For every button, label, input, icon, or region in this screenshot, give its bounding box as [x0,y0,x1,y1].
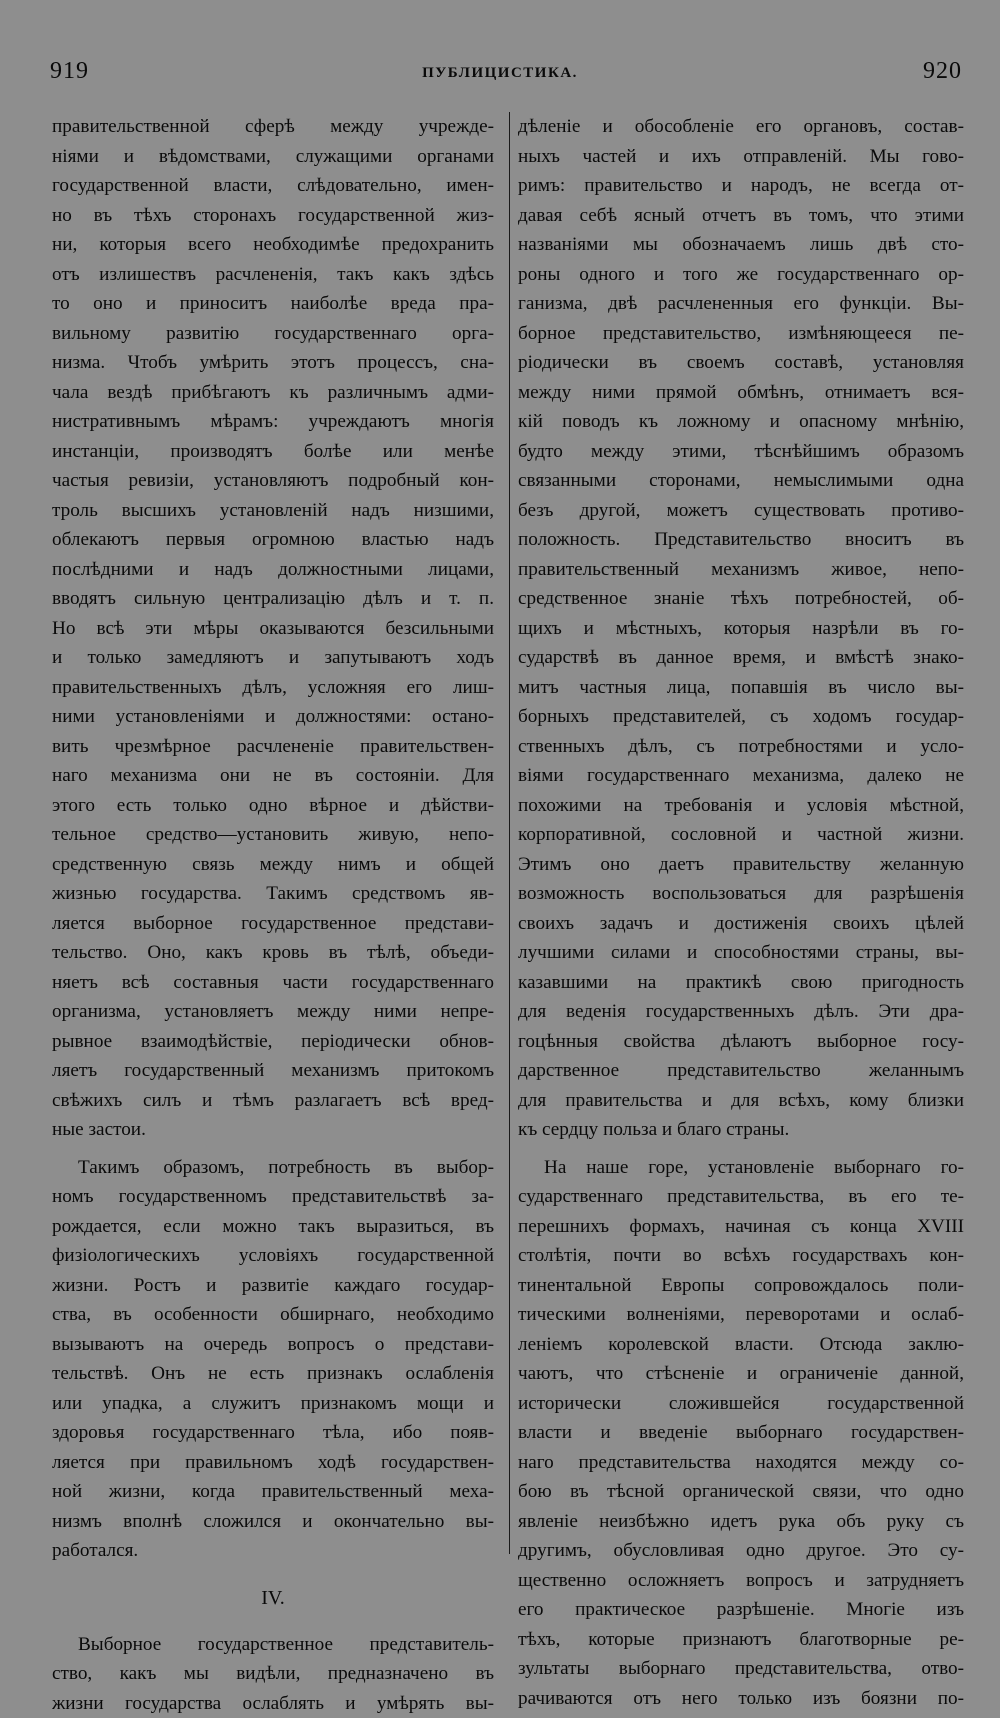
text-line: вводятъ сильную централизацію дѣлъ и т. п. [52,584,494,614]
text-line: другимъ, обусловливая одно другое. Это су- [518,1536,964,1566]
text-line: средственное знаніе тѣхъ потребностей, об- [518,584,964,614]
text-line: ними установленіями и должностями: остано- [52,702,494,732]
text-line: борное представительство, измѣняющееся пе- [518,319,964,349]
text-line: номъ государственномъ представительствѣ за- [52,1182,494,1212]
text-line: средственную связь между нимъ и общей [52,850,494,880]
text-line: физіологическихъ условіяхъ государственной [52,1241,494,1271]
text-line: вить чрезмѣрное расчлененіе правительствен- [52,732,494,762]
text-line: частыя ревизіи, установляютъ подробный кон- [52,466,494,496]
text-line: чала вездѣ прибѣгаютъ къ различнымъ адми- [52,378,494,408]
text-line: дѣленіе и обособленіе его органовъ, состав- [518,112,964,142]
text-line: щихъ и мѣстныхъ, которыя назрѣли въ го- [518,614,964,644]
left-column [52,112,494,1718]
text-line: наго механизма они не въ состояніи. Для [52,761,494,791]
text-line: ные застои. [52,1115,494,1145]
left-paragraph-1 [52,112,494,1145]
text-line: своихъ задачъ и достиженія своихъ цѣлей [518,909,964,939]
text-line: возможность воспользоваться для разрѣшенія [518,879,964,909]
text-line: правительственныхъ дѣлъ, усложняя его лиш- [52,673,494,703]
text-line: связанными сторонами, немыслимыми одна [518,466,964,496]
text-line: тѣхъ, которые признаютъ благотворные ре- [518,1625,964,1655]
column-divider [509,112,510,1554]
paragraph-gap [52,1145,494,1153]
text-line: нистративнымъ мѣрамъ: учреждаютъ многія [52,407,494,437]
right-paragraph-1 [518,112,964,1145]
text-line: рачиваются отъ него только изъ боязни по- [518,1684,964,1714]
text-line: жизни государства ослаблять и умѣрять вы- [52,1689,494,1718]
running-title: ПУБЛИЦИСТИКА. [0,61,1000,85]
text-line: дарственное представительство желаннымъ [518,1056,964,1086]
text-line: перешнихъ формахъ, начиная съ конца XVIII [518,1212,964,1242]
text-line: ляется выборное государственное представи- [52,909,494,939]
text-line: ства, въ особенности обширнаго, необходимо [52,1300,494,1330]
right-paragraph-2 [518,1153,964,1714]
text-line: для веденія государственныхъ дѣлъ. Эти дра- [518,997,964,1027]
text-line: къ сердцу польза и благо страны. [518,1115,964,1145]
text-line: жизнью государства. Такимъ средствомъ яв- [52,879,494,909]
text-line: ляетъ государственный механизмъ притокомъ [52,1056,494,1086]
text-line: гоцѣнныя свойства дѣлаютъ выборное госу- [518,1027,964,1057]
left-paragraph-2 [52,1153,494,1566]
text-line: ныхъ частей и ихъ отправленій. Мы гово- [518,142,964,172]
text-line: митъ частныя лица, попавшія въ число вы- [518,673,964,703]
text-line: троль высшихъ установленій надъ низшими, [52,496,494,526]
text-line: давая себѣ ясный отчетъ въ томъ, что этими [518,201,964,231]
text-line: вильному развитію государственнаго орга- [52,319,494,349]
text-line: ніями и вѣдомствами, служащими органами [52,142,494,172]
text-line: Выборное государственное представитель- [52,1630,494,1660]
left-paragraph-3 [52,1630,494,1718]
text-line: тельствѣ. Онъ не есть признакъ ослабленія [52,1359,494,1389]
text-line: государственной власти, слѣдовательно, имен- [52,171,494,201]
text-line: его практическое разрѣшеніе. Многіе изъ [518,1595,964,1625]
text-line: На наше горе, установленіе выборнаго го- [518,1153,964,1183]
text-line: роны одного и того же государственнаго ор- [518,260,964,290]
text-line: этого есть только одно вѣрное и дѣйстви- [52,791,494,821]
text-line: явленіе неизбѣжно идетъ рука объ руку съ [518,1507,964,1537]
text-line: сударствѣ въ данное время, и вмѣстѣ знако- [518,643,964,673]
text-line: зультаты выборнаго представительства, отво- [518,1654,964,1684]
text-line: или упадка, а служитъ признакомъ мощи и [52,1389,494,1419]
text-line: корпоративной, сословной и частной жизни. [518,820,964,850]
text-line: отъ излишествъ расчлененія, такъ какъ здѣсь [52,260,494,290]
text-line: ной жизни, когда правительственный меха- [52,1477,494,1507]
text-line: столѣтія, почти во всѣхъ государствахъ кон- [518,1241,964,1271]
text-line: то оно и приноситъ наиболѣе вреда пра- [52,289,494,319]
text-line: здоровья государственнаго тѣла, ибо появ- [52,1418,494,1448]
text-line: леніемъ королевской власти. Отсюда заклю- [518,1330,964,1360]
text-line: віями государственнаго механизма, далеко не [518,761,964,791]
text-line: инстанціи, производятъ болѣе или менѣе [52,437,494,467]
text-line: рывное взаимодѣйствіе, періодически обнов- [52,1027,494,1057]
text-line: свѣжихъ силъ и тѣмъ разлагаетъ всѣ вред- [52,1086,494,1116]
text-line: ріодически въ своемъ составѣ, установляя [518,348,964,378]
text-line: ганизма, двѣ расчлененныя его функціи. Вы- [518,289,964,319]
text-line: ство, какъ мы видѣли, предназначено въ [52,1659,494,1689]
text-line: щественно осложняетъ вопросъ и затрудняетъ [518,1566,964,1596]
text-line: жизни. Ростъ и развитіе каждаго государ- [52,1271,494,1301]
page-number-left: 919 [50,56,89,86]
text-line: облекаютъ первыя огромною властью надъ [52,525,494,555]
text-line: Такимъ образомъ, потребность въ выбор- [52,1153,494,1183]
text-line: власти и введеніе выборнаго государствен- [518,1418,964,1448]
text-line: ляется при правильномъ ходѣ государствен- [52,1448,494,1478]
right-column [518,112,964,1713]
text-line: тельство. Оно, какъ кровь въ тѣлѣ, объеди- [52,938,494,968]
text-line: работался. [52,1536,494,1566]
text-line: низмъ вполнѣ сложился и окончательно вы- [52,1507,494,1537]
text-line: наго представительства находятся между со- [518,1448,964,1478]
text-line: вызываютъ на очередь вопросъ о представи- [52,1330,494,1360]
text-line: для правительства и для всѣхъ, кому близки [518,1086,964,1116]
text-line: лучшими силами и способностями страны, вы- [518,938,964,968]
text-line: бою въ тѣсной органической связи, что одно [518,1477,964,1507]
text-line: правительственной сферѣ между учрежде- [52,112,494,142]
text-line: Этимъ оно даетъ правительству желанную [518,850,964,880]
text-line: названіями мы обозначаемъ лишь двѣ сто- [518,230,964,260]
text-line: чаютъ, что стѣсненіе и ограниченіе данной, [518,1359,964,1389]
text-line: казавшими на практикѣ свою пригодность [518,968,964,998]
text-line: между ними прямой обмѣнъ, отнимаетъ вся- [518,378,964,408]
text-line: исторически сложившейся государственной [518,1389,964,1419]
text-line: няетъ всѣ составныя части государственнаго [52,968,494,998]
text-line: рождается, если можно такъ выразиться, въ [52,1212,494,1242]
paragraph-gap [518,1145,964,1153]
text-line: кій поводъ къ ложному и опасному мнѣнію, [518,407,964,437]
text-line: борныхъ представителей, съ ходомъ государ- [518,702,964,732]
text-line: тельное средство—установить живую, непо- [52,820,494,850]
text-line: низма. Чтобъ умѣрить этотъ процессъ, сна- [52,348,494,378]
text-line: Но всѣ эти мѣры оказываются безсильными [52,614,494,644]
text-line: ни, которыя всего необходимѣе предохранить [52,230,494,260]
text-line: положность. Представительство вноситъ въ [518,525,964,555]
text-line: сударственнаго представительства, въ его те- [518,1182,964,1212]
text-line: тическими волненіями, переворотами и ослаб- [518,1300,964,1330]
section-heading: IV. [52,1566,494,1630]
text-line: и только замедляютъ и запутываютъ ходъ [52,643,494,673]
text-line: тинентальной Европы сопровождалось поли- [518,1271,964,1301]
text-line: организма, установляетъ между ними непре- [52,997,494,1027]
text-line: но въ тѣхъ сторонахъ государственной жиз- [52,201,494,231]
text-line: правительственный механизмъ живое, непо- [518,555,964,585]
text-line: безъ другой, можетъ существовать противо- [518,496,964,526]
text-line: будто между этими, тѣснѣйшимъ образомъ [518,437,964,467]
text-line: похожими на требованія и условія мѣстной, [518,791,964,821]
text-line: римъ: правительство и народъ, не всегда от- [518,171,964,201]
page-number-right: 920 [923,56,962,86]
text-line: послѣдними и надъ должностными лицами, [52,555,494,585]
page-header [0,56,1000,92]
text-line: ственныхъ дѣлъ, съ потребностями и усло- [518,732,964,762]
